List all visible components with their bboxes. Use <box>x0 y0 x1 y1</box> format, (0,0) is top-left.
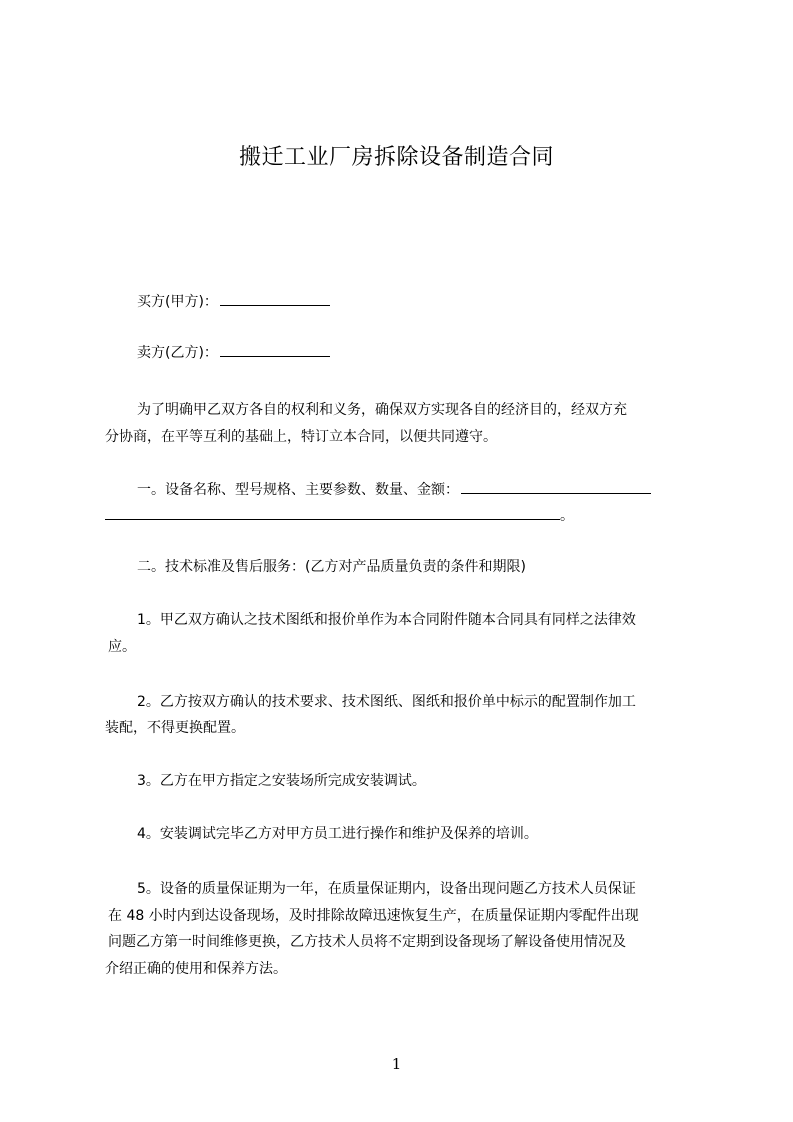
item5-line-1: 5。设备的质量保证期为一年，在质量保证期内，设备出现问题乙方技术人员保证 <box>137 881 636 897</box>
seller-label: 卖方(乙方)： <box>137 345 218 361</box>
item5-line-2: 在 48 小时内到达设备现场，及时排除故障迅速恢复生产，在质量保证期内零配件出现 <box>108 908 639 924</box>
intro-line-2: 分协商，在平等互利的基础上，特订立本合同，以便共同遵守。 <box>105 429 497 445</box>
section1-line-2 <box>105 502 711 530</box>
buyer-label: 买方(甲方)： <box>137 294 218 310</box>
section1-end: 。 <box>560 508 574 524</box>
section1-blank-1 <box>461 479 651 494</box>
item2-line-1: 2。乙方按双方确认的技术要求、技术图纸、图纸和报价单中标示的配置制作加工 <box>137 694 636 710</box>
page-number: 1 <box>391 1055 402 1073</box>
buyer-line <box>137 288 743 316</box>
item4-line: 4。安装调试完毕乙方对甲方员工进行操作和维护及保养的培训。 <box>137 826 538 842</box>
item1-line-2: 应。 <box>108 639 136 655</box>
seller-blank <box>220 342 330 357</box>
section1-label: 一。设备名称、型号规格、主要参数、数量、金额： <box>137 482 459 498</box>
document-title: 搬迁工业厂房拆除设备制造合同 <box>238 145 554 170</box>
item5-line-3: 问题乙方第一时间维修更换，乙方技术人员将不定期到设备现场了解设备使用情况及 <box>108 934 626 950</box>
intro-line-1: 为了明确甲乙双方各自的权利和义务，确保双方实现各自的经济目的，经双方充 <box>137 402 627 418</box>
section1-blank-2 <box>105 505 560 520</box>
buyer-blank <box>220 291 330 306</box>
item3-line: 3。乙方在甲方指定之安装场所完成安装调试。 <box>137 773 426 789</box>
item5-line-4: 介绍正确的使用和保养方法。 <box>105 961 287 977</box>
section1-line-1 <box>137 476 743 504</box>
item1-line-1: 1。甲乙双方确认之技术图纸和报价单作为本合同附件随本合同具有同样之法律效 <box>137 612 636 628</box>
seller-line <box>137 339 743 367</box>
section2-heading: 二。技术标准及售后服务：(乙方对产品质量负责的条件和期限) <box>137 559 526 575</box>
item2-line-2: 装配，不得更换配置。 <box>105 720 245 736</box>
